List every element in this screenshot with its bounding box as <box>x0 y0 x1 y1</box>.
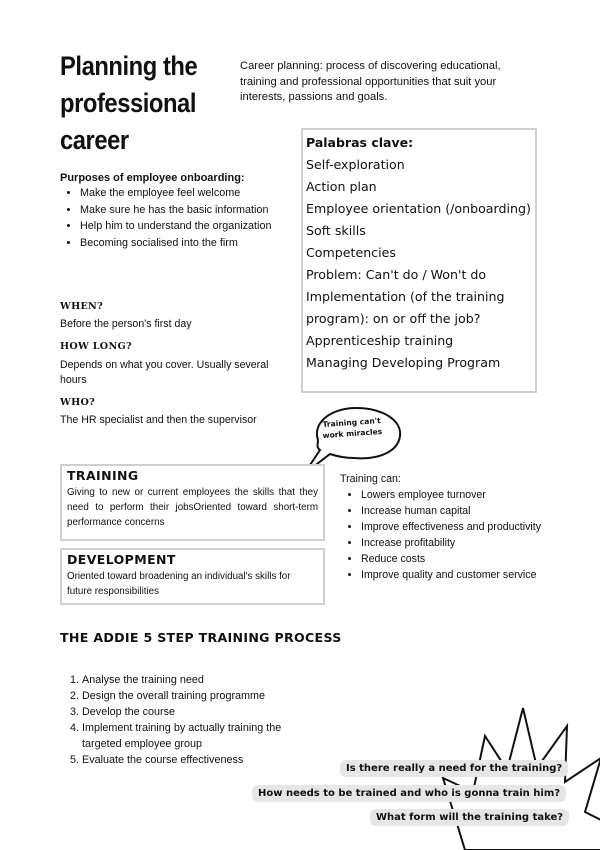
how-long-question: HOW LONG? <box>60 341 132 352</box>
keyword-item: Self-exploration <box>306 157 405 172</box>
keyword-item: Action plan <box>306 179 377 194</box>
addie-step: 5. Evaluate the course effectiveness <box>82 752 322 768</box>
addie-heading: THE ADDIE 5 STEP TRAINING PROCESS <box>60 630 342 645</box>
keywords-list <box>306 154 535 374</box>
onboarding-purposes <box>60 172 290 252</box>
training-benefits <box>340 473 600 583</box>
addie-step: 2. Design the overall training programme <box>82 688 322 704</box>
onboarding-list <box>60 186 290 250</box>
addie-step: 3. Develop the course <box>82 704 322 720</box>
list-item: • Make the employee feel welcome <box>80 186 290 201</box>
training-box <box>60 464 325 541</box>
keywords-box <box>301 128 537 393</box>
list-item: • Becoming socialised into the firm <box>80 236 290 251</box>
page-title <box>60 48 210 159</box>
keyword-item: Apprenticeship training <box>306 333 454 348</box>
keyword-item: program): on or off the job? <box>306 311 481 326</box>
list-item: • Increase profitability <box>361 535 600 551</box>
keyword-item: Soft skills <box>306 223 366 238</box>
list-item: • Make sure he has the basic information <box>80 203 290 218</box>
who-answer: The HR specialist and then the supervisor <box>60 414 257 426</box>
onboarding-heading: Purposes of employee onboarding: <box>60 172 245 184</box>
development-definition: Oriented toward broadening an individual's skills for future responsibilities <box>67 571 291 597</box>
list-item: • Help him to understand the organization <box>80 219 290 234</box>
keyword-item: Competencies <box>306 245 396 260</box>
bubble-line-1: Training can't <box>322 415 382 430</box>
development-box <box>60 548 325 605</box>
keyword-item: Problem: Can't do / Won't do <box>306 267 487 282</box>
how-long-answer: Depends on what you cover. Usually several hours <box>60 359 269 386</box>
training-can-heading: Training can: <box>340 473 401 485</box>
keyword-item: Managing Developing Program <box>306 355 501 370</box>
who-section <box>60 397 300 426</box>
addie-steps <box>60 672 322 768</box>
title-line-1: Planning the <box>60 51 198 81</box>
when-question: WHEN? <box>60 301 104 312</box>
keywords-heading: Palabras clave: <box>306 135 414 150</box>
development-heading: DEVELOPMENT <box>67 552 176 567</box>
how-long-section <box>60 341 300 388</box>
title-line-3: career <box>60 125 129 155</box>
training-heading: TRAINING <box>67 468 139 483</box>
list-item: • Improve effectiveness and productivity <box>361 519 600 535</box>
list-item: • Reduce costs <box>361 551 600 567</box>
training-definition: Giving to new or current employees the skills that they need to perform their jobsOriented toward short-term performance concerns <box>67 487 318 528</box>
who-question: WHO? <box>60 397 96 408</box>
keyword-item: Employee orientation (/onboarding) <box>306 201 531 216</box>
question-pill: How needs to be trained and who is gonna train him? <box>252 785 566 802</box>
addie-step: 1. Analyse the training need <box>82 672 322 688</box>
when-section <box>60 301 300 330</box>
list-item: • Increase human capital <box>361 503 600 519</box>
bubble-line-2: work miracles <box>322 426 383 441</box>
question-pill: What form will the training take? <box>370 809 569 826</box>
keyword-item: Implementation (of the training <box>306 289 505 304</box>
training-benefits-list <box>340 487 600 583</box>
list-item: • Lowers employee turnover <box>361 487 600 503</box>
title-line-2: professional <box>60 88 197 118</box>
career-planning-definition: Career planning: process of discovering educational, training and professional opportunities that suit your interests, passions and goals. <box>240 60 501 103</box>
question-pill: Is there really a need for the training? <box>340 760 568 777</box>
when-answer: Before the person's first day <box>60 318 192 330</box>
list-item: • Improve quality and customer service <box>361 567 600 583</box>
addie-step: 4. Implement training by actually training the targeted employee group <box>82 720 322 752</box>
